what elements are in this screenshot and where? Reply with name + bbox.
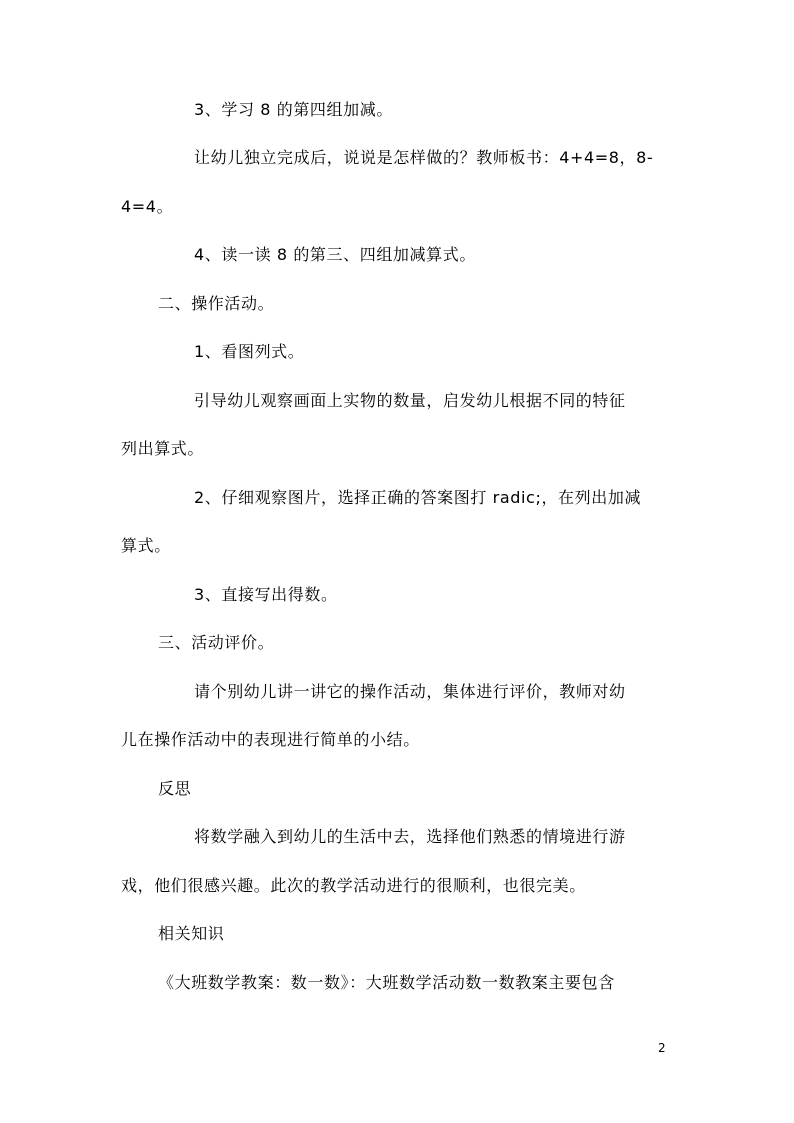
text-line: 2、仔细观察图片，选择正确的答案图打 radic;，在列出加减 — [194, 488, 642, 507]
text-line: 儿在操作活动中的表现进行简单的小结。 — [121, 730, 420, 749]
text-line: 3、学习 8 的第四组加减。 — [194, 100, 393, 119]
page-number: 2 — [658, 1041, 666, 1055]
text-line: 3、直接写出得数。 — [194, 585, 338, 604]
text-line: 三、活动评价。 — [158, 633, 275, 652]
text-line: 算式。 — [121, 536, 171, 555]
text-line: 让幼儿独立完成后，说说是怎样做的？教师板书：4+4=8，8- — [194, 148, 654, 167]
text-line: 请个别幼儿讲一讲它的操作活动，集体进行评价，教师对幼 — [194, 682, 626, 701]
text-line: 引导幼儿观察画面上实物的数量，启发幼儿根据不同的特征 — [194, 391, 626, 410]
text-line: 4、读一读 8 的第三、四组加减算式。 — [194, 245, 476, 264]
text-line: 戏，他们很感兴趣。此次的教学活动进行的很顺利，也很完美。 — [121, 876, 586, 895]
text-line: 列出算式。 — [121, 439, 205, 458]
text-line: 4=4。 — [121, 197, 174, 216]
text-line: 反思 — [158, 779, 192, 798]
text-line: 1、看图列式。 — [194, 342, 305, 361]
text-line: 《大班数学教案：数一数》：大班数学活动数一数教案主要包含 — [158, 973, 615, 992]
text-line: 将数学融入到幼儿的生活中去，选择他们熟悉的情境进行游 — [194, 827, 626, 846]
text-line: 二、操作活动。 — [158, 294, 275, 313]
text-line: 相关知识 — [158, 924, 225, 943]
